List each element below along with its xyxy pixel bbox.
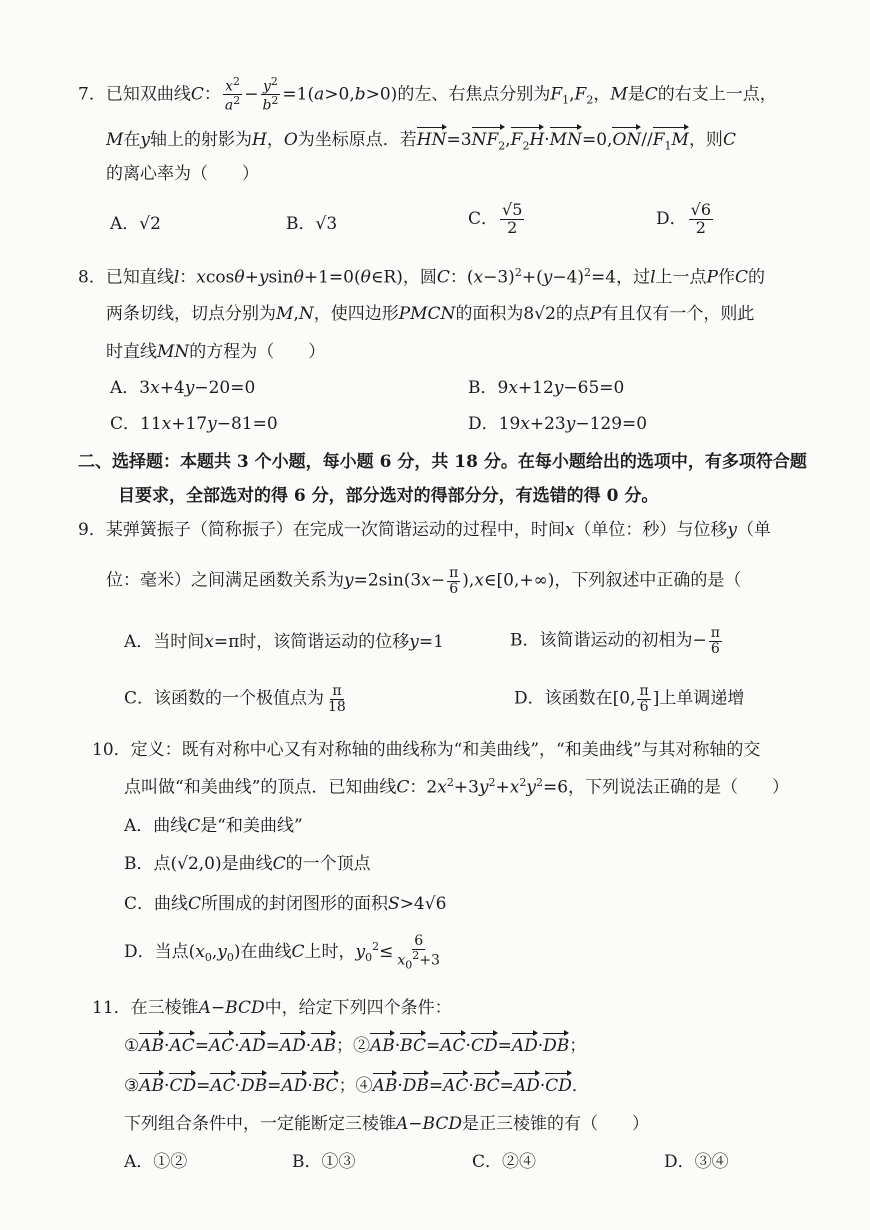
q8-option-d: D．19x+23y−129=0: [468, 414, 648, 434]
q10-option-c: C．曲线C所围成的封闭图形的面积S>4√6: [124, 894, 447, 914]
q8-text-line3: 时直线MN的方程为（ ）: [106, 342, 326, 362]
q11-number: 11．: [92, 998, 131, 1018]
q11-conditions-1-2: ①AB·AC=AC·AD=AD·AB；②AB·BC=AC·CD=AD·DB；: [124, 1036, 587, 1056]
section-2-line1: 二、选择题：本题共 3 个小题，每小题 6 分，共 18 分。在每小题给出的选项中，有多项符合题: [78, 452, 807, 472]
q9-option-c: C．该函数的一个极值点为 $\frac{\pi}{18}$: [124, 683, 346, 715]
q7-number: 7．: [78, 84, 106, 105]
q9-option-b: B．该简谐运动的初相为− $\frac{\pi}{6}$: [510, 625, 720, 657]
q11-option-b: B．①③: [292, 1152, 356, 1172]
q7-option-d: D． $\frac{√6}{2}$: [656, 200, 712, 237]
q9-option-a: A．当时间x=π时，该简谐运动的位移y=1: [124, 632, 444, 652]
q8-text-line2: 两条切线，切点分别为M,N，使四边形PMCN的面积为8√2的点P有且仅有一个，则此: [106, 304, 755, 324]
q11-option-c: C．②④: [472, 1152, 537, 1172]
q9-text-line1: 9．某弹簧振子（简称振子）在完成一次简谐运动的过程中，时间x（单位：秒）与位移y（单: [78, 520, 772, 540]
q11-text-line4: 下列组合条件中，一定能断定三棱锥A−BCD是正三棱锥的有（ ）: [124, 1114, 649, 1134]
q10-number: 10．: [92, 740, 131, 760]
q7-option-a: A．√2: [110, 214, 161, 234]
q7-option-c: C． $\frac{√5}{2}$: [468, 200, 523, 237]
q9-text-line2: 位：毫米）之间满足函数关系为y=2sin(3x− $\frac{\pi}{6}$ ),x∈[0,+∞)，下列叙述中正确的是（: [106, 565, 742, 597]
q11-option-d: D．③④: [664, 1152, 729, 1172]
q10-text-line2: 点叫做“和美曲线”的顶点．已知曲线C：$2x^2+3y^2+x^2y^2=6$，下列说法正确的是（ ）: [124, 776, 790, 798]
q9-number: 9．: [78, 520, 106, 540]
q10-text-line1: 10．定义：既有对称中心又有对称轴的曲线称为“和美曲线”，“和美曲线”与其对称轴的交: [92, 740, 761, 760]
q8-option-b: B．9x+12y−65=0: [468, 378, 625, 398]
q7-text-line2: M在y轴上的射影为H，O为坐标原点．若$HN=3NF_2,F_2H\cdot MN=0,ON//F_1M$，则C: [106, 130, 736, 153]
q11-option-a: A．①②: [124, 1152, 188, 1172]
q8-option-c: C．11x+17y−81=0: [110, 414, 278, 434]
q10-option-d: D．当点$(x_0,y_0)$在曲线C上时，$y_0^2\le$ $\frac{6}{x_0^2+3}$: [124, 933, 440, 972]
q11-text-line1: 11．在三棱锥A−BCD中，给定下列四个条件：: [92, 998, 452, 1018]
q9-option-d: D．该函数在[0, $\frac{\pi}{6}$ ]上单调递增: [514, 683, 745, 715]
q7-option-b: B．√3: [286, 214, 338, 234]
q8-text-line1: 8．已知直线l：xcosθ+ysinθ+1=0(θ∈R)，圆C：$(x-3)^2+(y-4)^2=4$，过l上一点P作C的: [78, 266, 765, 288]
q7-text-line3: 的离心率为（ ）: [106, 164, 259, 184]
section-2-line2: 目要求，全部选对的得 6 分，部分选对的得部分分，有选错的得 0 分。: [118, 486, 659, 506]
q10-option-a: A．曲线C是“和美曲线”: [124, 816, 303, 836]
q11-conditions-3-4: ③AB·CD=AC·DB=AD·BC；④AB·DB=AC·BC=AD·CD．: [124, 1076, 589, 1096]
q10-option-b: B．点(√2,0)是曲线C的一个顶点: [124, 854, 371, 874]
q7-text-line1: 7．已知双曲线C： $\frac{x^2}{a^2}$ − $\frac{y^2}{b^2}$ =1(a>0,b>0)的左、右焦点分别为$F_1,F_2$，M是C的右支上一点，: [78, 75, 777, 114]
q8-option-a: A．3x+4y−20=0: [110, 378, 256, 398]
q8-number: 8．: [78, 267, 106, 288]
